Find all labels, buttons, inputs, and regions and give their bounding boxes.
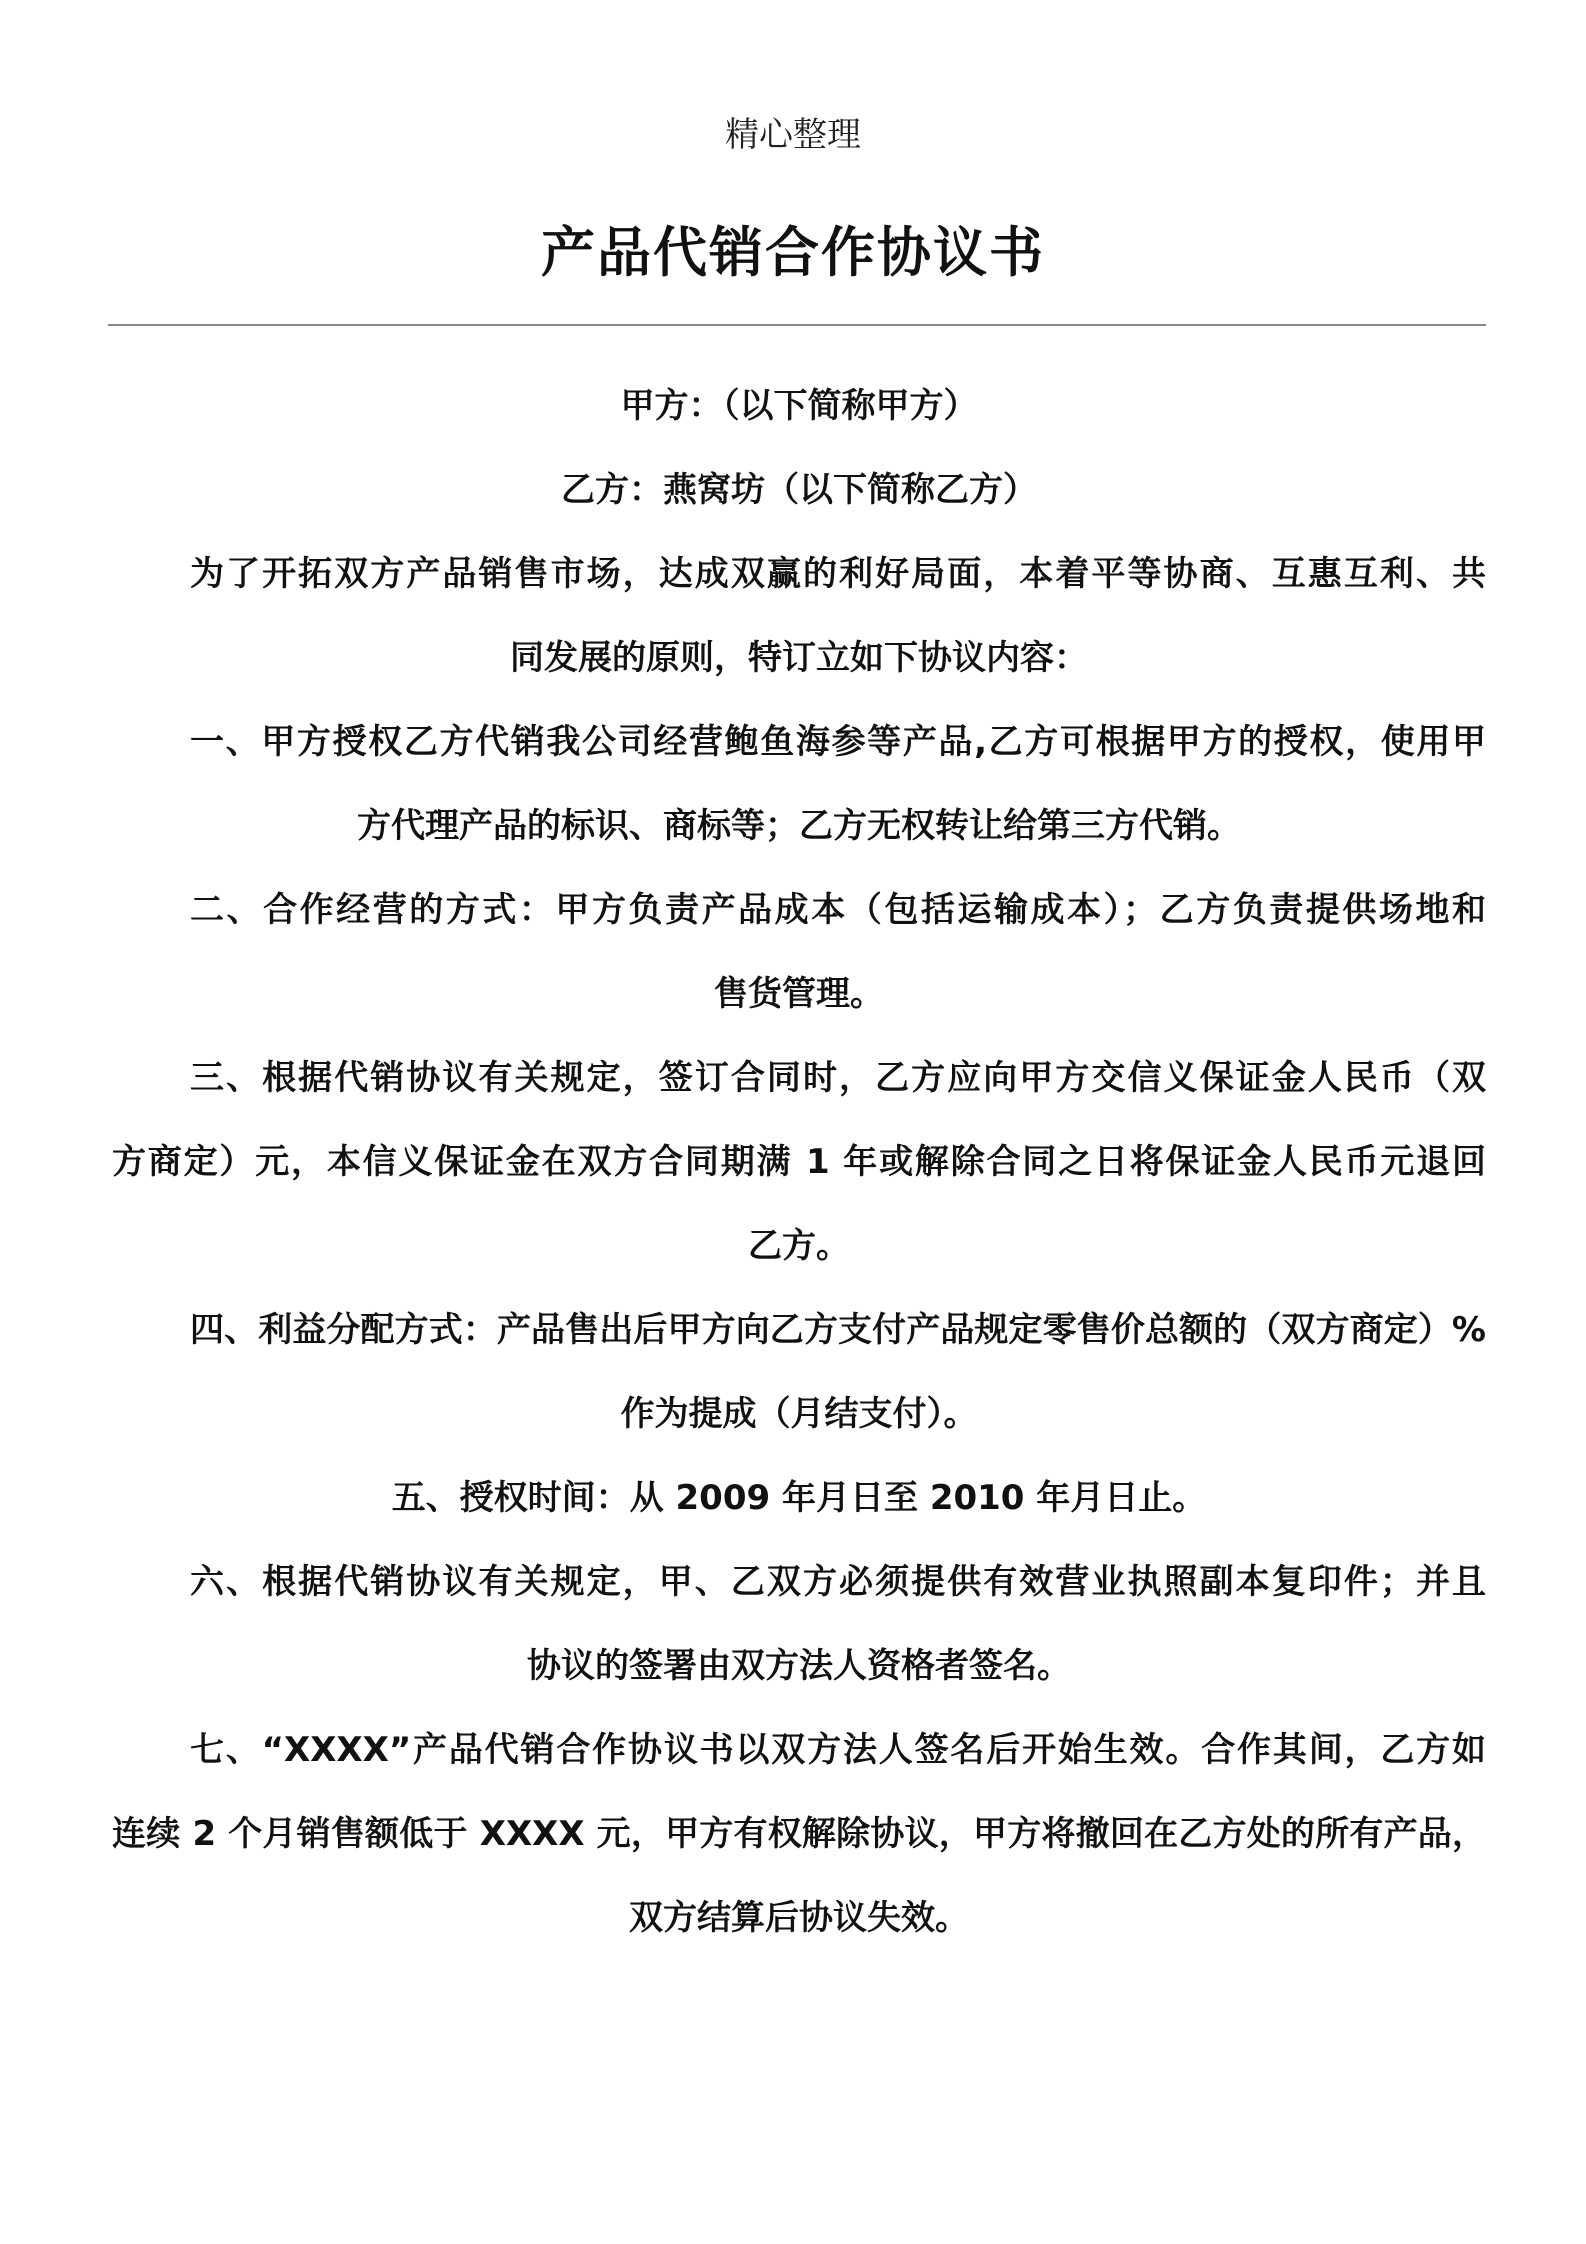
clause-3-line: 乙方。 [748, 1226, 850, 1266]
clause-5-line: 五、授权时间：从 2009 年月日至 2010 年月日止。 [391, 1478, 1207, 1518]
preamble-paragraph [112, 532, 1486, 700]
clause-3-line: 方商定）元，本信义保证金在双方合同期满 1 年或解除合同之日将保证金人民币元退回 [112, 1142, 1486, 1182]
clause-3-line: 三、根据代销协议有关规定，签订合同时，乙方应向甲方交信义保证金人民币（双 [190, 1058, 1486, 1098]
clause-2-line: 二、合作经营的方式：甲方负责产品成本（包括运输成本）；乙方负责提供场地和 [190, 890, 1486, 930]
clause-7-line: 连续 2 个月销售额低于 XXXX 元，甲方有权解除协议，甲方将撤回在乙方处的所有产品， [112, 1814, 1486, 1854]
clause-6-line: 六、根据代销协议有关规定，甲、乙双方必须提供有效营业执照副本复印件；并且 [190, 1562, 1486, 1602]
clause-1-paragraph [112, 700, 1486, 868]
clause-1-line: 一、甲方授权乙方代销我公司经营鲍鱼海参等产品,乙方可根据甲方的授权，使用甲 [190, 722, 1486, 762]
party-a-line: 甲方：（以下简称甲方） [620, 386, 978, 426]
clause-7-paragraph [112, 1708, 1486, 1960]
clause-7-line: 双方结算后协议失效。 [629, 1898, 969, 1938]
document-body [112, 364, 1486, 1960]
document-title: 产品代销合作协议书 [541, 221, 1045, 284]
header-label: 精心整理 [725, 115, 861, 155]
clause-4-line: 四、利益分配方式：产品售出后甲方向乙方支付产品规定零售价总额的（双方商定）% [190, 1310, 1486, 1350]
clause-6-paragraph [112, 1540, 1486, 1708]
clause-7-line: 七、“XXXX”产品代销合作协议书以双方法人签名后开始生效。合作其间，乙方如 [190, 1730, 1486, 1770]
clause-3-paragraph [112, 1036, 1486, 1288]
clause-6-line: 协议的签署由双方法人资格者签名。 [527, 1646, 1071, 1686]
clause-2-paragraph [112, 868, 1486, 1036]
party-b-line: 乙方：燕窝坊（以下简称乙方） [561, 470, 1037, 510]
preamble-line: 同发展的原则，特订立如下协议内容： [510, 638, 1088, 678]
preamble-line: 为了开拓双方产品销售市场，达成双赢的利好局面，本着平等协商、互惠互利、共 [190, 554, 1486, 594]
title-divider [108, 324, 1486, 326]
clause-4-paragraph [112, 1288, 1486, 1456]
clause-2-line: 售货管理。 [714, 974, 884, 1014]
clause-4-line: 作为提成（月结支付）。 [620, 1394, 978, 1434]
clause-1-line: 方代理产品的标识、商标等；乙方无权转让给第三方代销。 [357, 806, 1241, 846]
